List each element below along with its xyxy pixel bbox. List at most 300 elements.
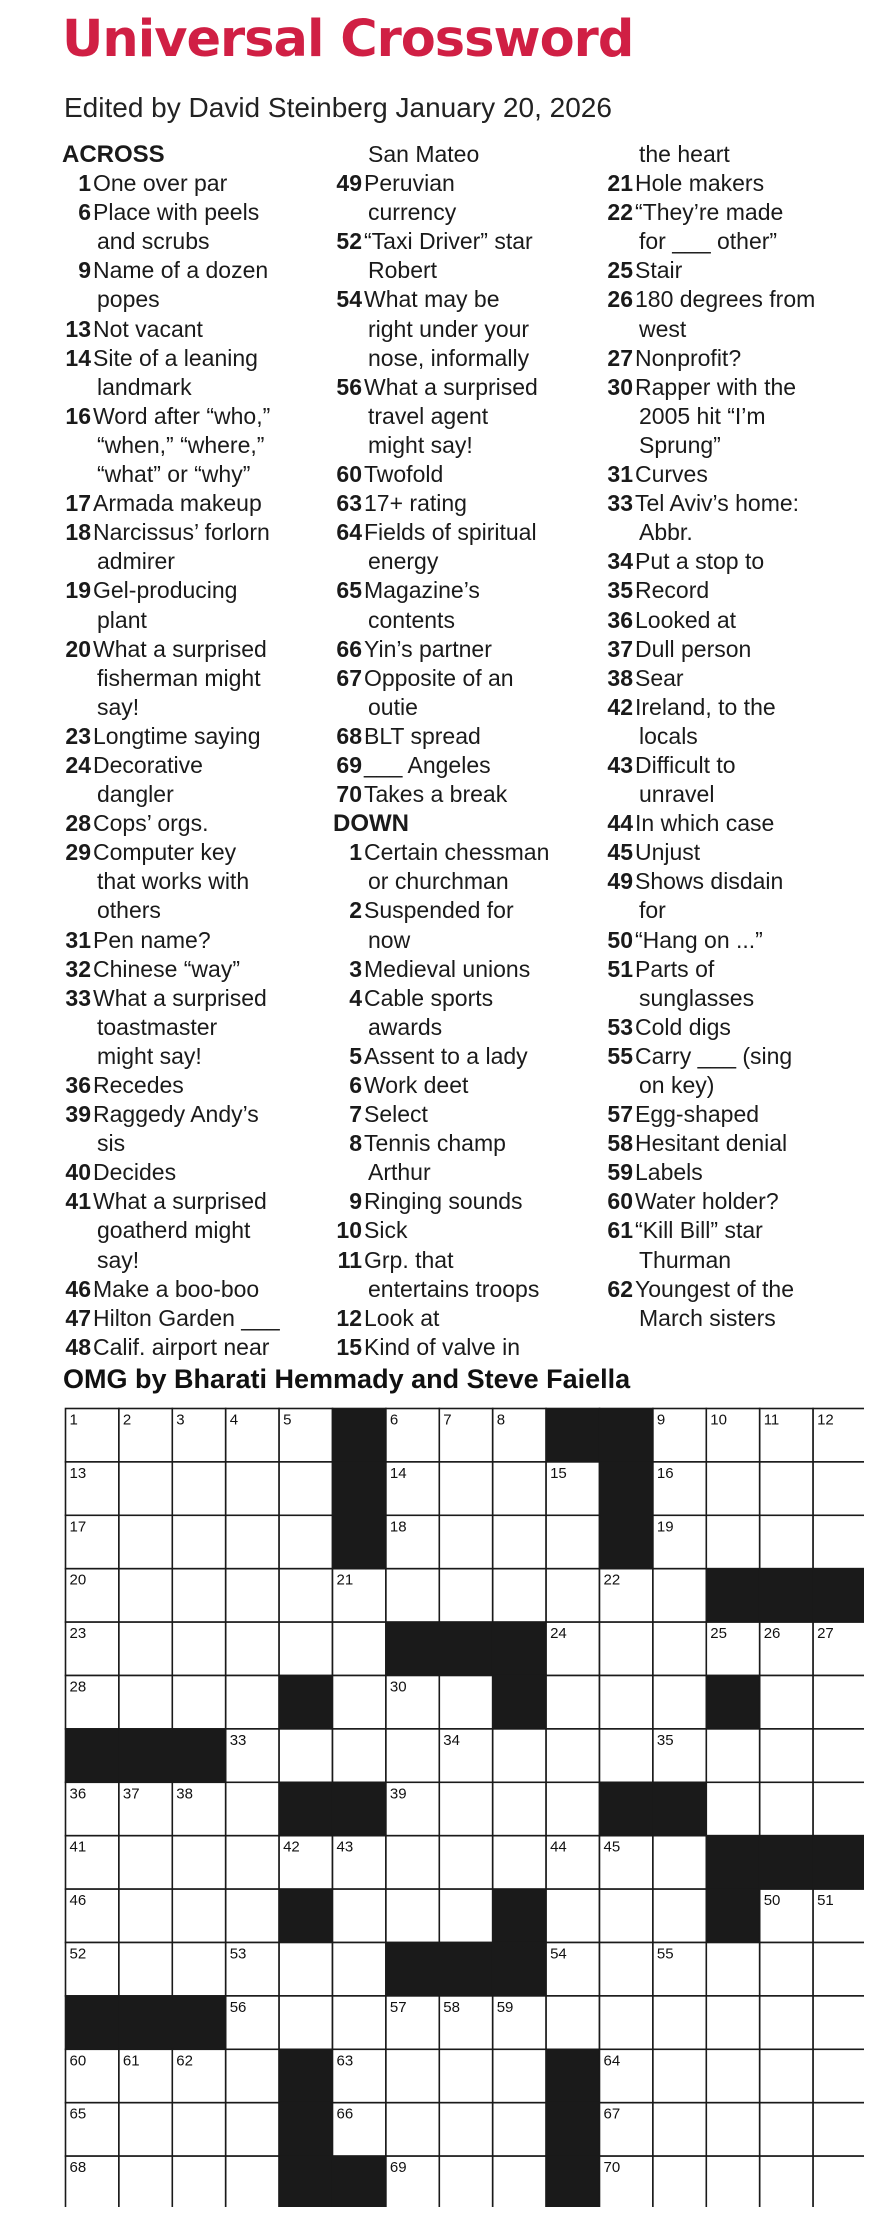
clue-continuation: popes bbox=[97, 286, 160, 313]
cell-number: 28 bbox=[69, 1678, 87, 1696]
block-cell bbox=[600, 1515, 653, 1568]
clue-text: Parts of bbox=[635, 955, 715, 982]
clue-number: 50 bbox=[607, 926, 633, 953]
grid-cell[interactable] bbox=[439, 1836, 492, 1889]
grid-cell[interactable] bbox=[119, 1569, 172, 1622]
clue-text: Word after “who,” bbox=[93, 402, 271, 429]
grid-cell[interactable] bbox=[760, 1996, 813, 2049]
block-cell bbox=[706, 1836, 759, 1889]
clue-number: 63 bbox=[336, 490, 362, 517]
grid-cell[interactable] bbox=[546, 1729, 599, 1782]
puzzle-title: OMG by Bharati Hemmady and Steve Faiella bbox=[63, 1364, 631, 1394]
clue-text: Select bbox=[364, 1101, 428, 1128]
grid-cell[interactable] bbox=[386, 1569, 439, 1622]
clue bbox=[333, 1333, 588, 1362]
clue-text: Certain chessman bbox=[364, 839, 550, 866]
grid-cell[interactable] bbox=[333, 1622, 386, 1675]
clue-continuation: currency bbox=[368, 199, 457, 226]
clue-text: Calif. airport near bbox=[93, 1333, 270, 1360]
cell-number: 64 bbox=[603, 2052, 621, 2070]
clue-text: Stair bbox=[635, 257, 683, 284]
clue-number: 61 bbox=[607, 1217, 633, 1244]
clue bbox=[333, 1129, 588, 1158]
grid-cell[interactable] bbox=[600, 1729, 653, 1782]
cell-number: 7 bbox=[443, 1411, 452, 1429]
grid-cell[interactable] bbox=[493, 1569, 546, 1622]
clue-text: Carry ___ (sing bbox=[635, 1042, 793, 1069]
grid-cell[interactable] bbox=[653, 1569, 706, 1622]
cell-number: 11 bbox=[763, 1411, 780, 1429]
grid-cell[interactable] bbox=[119, 1515, 172, 1568]
grid-cell[interactable] bbox=[333, 1889, 386, 1942]
cell-number: 25 bbox=[710, 1625, 727, 1643]
clue bbox=[604, 344, 859, 373]
grid-cell[interactable] bbox=[706, 1515, 759, 1568]
clue-text: Gel-producing bbox=[93, 577, 238, 604]
clue-number: 17 bbox=[65, 490, 91, 517]
clue-continuation: plant bbox=[97, 606, 147, 633]
cell-number: 46 bbox=[69, 1892, 87, 1910]
cell-number: 42 bbox=[283, 1838, 300, 1856]
clue bbox=[333, 664, 588, 693]
clue-continuation: fisherman might bbox=[97, 664, 261, 691]
cell-number: 58 bbox=[443, 1998, 460, 2016]
cell-number: 51 bbox=[817, 1892, 834, 1910]
grid-cell[interactable] bbox=[653, 1622, 706, 1675]
grid-cell[interactable] bbox=[279, 1996, 332, 2049]
grid-cell[interactable] bbox=[386, 1836, 439, 1889]
cell-number: 66 bbox=[336, 2105, 354, 2123]
clue bbox=[604, 1275, 859, 1304]
clue bbox=[62, 1275, 317, 1304]
grid-cell[interactable] bbox=[172, 2103, 225, 2156]
grid-cell[interactable] bbox=[172, 1569, 225, 1622]
clue-number: 38 bbox=[607, 664, 633, 691]
clue bbox=[604, 1013, 859, 1042]
grid-cell[interactable] bbox=[493, 2049, 546, 2102]
grid-cell[interactable] bbox=[172, 1622, 225, 1675]
grid-cell[interactable] bbox=[279, 1462, 332, 1515]
clue-text: Nonprofit? bbox=[635, 344, 742, 371]
clue-continuation: or churchman bbox=[368, 868, 509, 895]
clue bbox=[604, 1216, 859, 1245]
grid-cell[interactable] bbox=[226, 1889, 279, 1942]
clue-continuation: say! bbox=[97, 1246, 140, 1273]
grid-cell[interactable] bbox=[386, 2103, 439, 2156]
grid-cell[interactable] bbox=[600, 1943, 653, 1996]
grid-cell[interactable] bbox=[279, 1569, 332, 1622]
clue-number: 32 bbox=[65, 955, 91, 982]
clue-number: 62 bbox=[607, 1275, 633, 1302]
grid-cell[interactable] bbox=[706, 1996, 759, 2049]
grid-cell[interactable] bbox=[226, 1782, 279, 1835]
grid-cell[interactable] bbox=[813, 1729, 864, 1782]
block-cell bbox=[386, 1943, 439, 1996]
block-cell bbox=[172, 1996, 225, 2049]
grid-cell[interactable] bbox=[653, 2103, 706, 2156]
clue-number: 64 bbox=[336, 519, 362, 546]
grid-cell[interactable] bbox=[600, 1676, 653, 1729]
grid-cell[interactable] bbox=[760, 2049, 813, 2102]
grid-cell[interactable] bbox=[439, 1515, 492, 1568]
grid-cell[interactable] bbox=[813, 1996, 864, 2049]
clue bbox=[62, 635, 317, 664]
grid-cell[interactable] bbox=[706, 2049, 759, 2102]
clue bbox=[604, 809, 859, 838]
grid-cell[interactable] bbox=[439, 1569, 492, 1622]
grid-cell[interactable] bbox=[546, 1889, 599, 1942]
block-cell bbox=[493, 1943, 546, 1996]
grid-cell[interactable] bbox=[439, 2103, 492, 2156]
cell-number: 36 bbox=[69, 1785, 87, 1803]
clue bbox=[62, 198, 317, 227]
clue-continuation: goatherd might bbox=[97, 1217, 251, 1244]
block-cell bbox=[493, 1676, 546, 1729]
clue-number: 8 bbox=[349, 1130, 362, 1157]
grid-cell[interactable] bbox=[813, 1462, 864, 1515]
clue-number: 55 bbox=[607, 1042, 633, 1069]
grid-cell[interactable] bbox=[119, 1676, 172, 1729]
grid-cell[interactable] bbox=[119, 1889, 172, 1942]
grid-cell[interactable] bbox=[226, 1622, 279, 1675]
cell-number: 50 bbox=[763, 1892, 781, 1910]
cell-number: 63 bbox=[336, 2052, 354, 2070]
grid-cell[interactable] bbox=[226, 1462, 279, 1515]
grid-cell[interactable] bbox=[226, 1569, 279, 1622]
grid-cell[interactable] bbox=[172, 1676, 225, 1729]
grid-cell[interactable] bbox=[172, 1462, 225, 1515]
grid-cell[interactable] bbox=[172, 1836, 225, 1889]
cell-number: 56 bbox=[229, 1998, 247, 2016]
grid-cell[interactable] bbox=[493, 2103, 546, 2156]
clue-number: 59 bbox=[607, 1159, 633, 1186]
grid-cell[interactable] bbox=[546, 1515, 599, 1568]
grid-cell[interactable] bbox=[546, 1569, 599, 1622]
grid-cell[interactable] bbox=[813, 1515, 864, 1568]
grid-cell[interactable] bbox=[813, 2156, 864, 2207]
grid-cell[interactable] bbox=[172, 1943, 225, 1996]
grid-cell[interactable] bbox=[439, 1462, 492, 1515]
block-cell bbox=[600, 1462, 653, 1515]
clue-text: Peruvian bbox=[364, 170, 455, 197]
grid-cell[interactable] bbox=[172, 1889, 225, 1942]
grid-cell[interactable] bbox=[172, 1515, 225, 1568]
clue bbox=[333, 984, 588, 1013]
block-cell bbox=[493, 1622, 546, 1675]
grid-cell[interactable] bbox=[706, 1729, 759, 1782]
grid-cell[interactable] bbox=[439, 1889, 492, 1942]
grid-cell[interactable] bbox=[279, 1729, 332, 1782]
clue-text: Cold digs bbox=[635, 1013, 731, 1040]
clue-number: 1 bbox=[349, 839, 362, 866]
clue-text: Raggedy Andy’s bbox=[93, 1101, 259, 1128]
cell-number: 14 bbox=[389, 1464, 407, 1482]
grid-cell[interactable] bbox=[493, 2156, 546, 2207]
grid-cell[interactable] bbox=[760, 2103, 813, 2156]
grid-cell[interactable] bbox=[760, 1515, 813, 1568]
grid-cell[interactable] bbox=[600, 1996, 653, 2049]
grid-cell[interactable] bbox=[119, 1836, 172, 1889]
clue-text: Assent to a lady bbox=[364, 1042, 528, 1069]
grid-cell[interactable] bbox=[226, 2049, 279, 2102]
grid-cell[interactable] bbox=[493, 1729, 546, 1782]
grid-cell[interactable] bbox=[226, 1676, 279, 1729]
clue bbox=[62, 489, 317, 518]
grid-cell[interactable] bbox=[653, 1889, 706, 1942]
grid-cell[interactable] bbox=[546, 1782, 599, 1835]
grid-cell[interactable] bbox=[119, 1462, 172, 1515]
block-cell bbox=[546, 2156, 599, 2207]
grid-cell[interactable] bbox=[760, 1462, 813, 1515]
clue-number: 40 bbox=[65, 1159, 91, 1186]
clue-number: 7 bbox=[349, 1101, 362, 1128]
clue bbox=[62, 1304, 317, 1333]
grid-cell[interactable] bbox=[439, 1782, 492, 1835]
clue-number: 27 bbox=[607, 344, 633, 371]
grid-cell[interactable] bbox=[706, 1943, 759, 1996]
cell-number: 2 bbox=[122, 1411, 132, 1429]
block-cell bbox=[546, 2103, 599, 2156]
clue-number: 41 bbox=[65, 1188, 91, 1215]
clue-text: Youngest of the bbox=[635, 1275, 795, 1302]
grid-cell[interactable] bbox=[333, 1729, 386, 1782]
clue-text: Curves bbox=[635, 461, 708, 488]
clue bbox=[62, 1100, 317, 1129]
grid-cell[interactable] bbox=[119, 1622, 172, 1675]
clue bbox=[604, 751, 859, 780]
grid-cell[interactable] bbox=[386, 2049, 439, 2102]
clue bbox=[62, 1187, 317, 1216]
clue-number: 9 bbox=[78, 257, 91, 284]
grid-cell[interactable] bbox=[493, 1515, 546, 1568]
clue-text: Water holder? bbox=[635, 1188, 779, 1215]
clue-continuation: might say! bbox=[368, 431, 473, 458]
grid-cell[interactable] bbox=[653, 1996, 706, 2049]
clue-text: Record bbox=[635, 577, 710, 604]
clue bbox=[604, 489, 859, 518]
clue-continuation: say! bbox=[97, 693, 140, 720]
grid-cell[interactable] bbox=[439, 2049, 492, 2102]
grid-cell[interactable] bbox=[813, 1943, 864, 1996]
grid-cell[interactable] bbox=[226, 2103, 279, 2156]
grid-cell[interactable] bbox=[386, 1729, 439, 1782]
clue-text: Looked at bbox=[635, 606, 737, 633]
clue bbox=[62, 955, 317, 984]
grid-cell[interactable] bbox=[813, 2049, 864, 2102]
clue-number: 60 bbox=[607, 1188, 633, 1215]
clue-text: “Hang on ...” bbox=[635, 926, 763, 953]
grid-cell[interactable] bbox=[119, 2156, 172, 2207]
block-cell bbox=[66, 1729, 119, 1782]
grid-cell[interactable] bbox=[760, 2156, 813, 2207]
grid-cell[interactable] bbox=[653, 2156, 706, 2207]
clue-continuation: for bbox=[639, 897, 666, 924]
clue-continuation: “what” or “why” bbox=[97, 461, 251, 488]
clue-number: 70 bbox=[336, 781, 362, 808]
cell-number: 39 bbox=[389, 1785, 407, 1803]
grid-cell[interactable] bbox=[279, 1515, 332, 1568]
clue-text: Opposite of an bbox=[364, 664, 514, 691]
clue-number: 19 bbox=[65, 577, 91, 604]
clue-number: 28 bbox=[65, 810, 91, 837]
clue-number: 10 bbox=[336, 1217, 362, 1244]
grid-cell[interactable] bbox=[493, 1462, 546, 1515]
clue-number: 49 bbox=[607, 868, 633, 895]
clue-continuation: that works with bbox=[97, 868, 250, 895]
clue bbox=[604, 693, 859, 722]
clue bbox=[333, 576, 588, 605]
grid-cell[interactable] bbox=[119, 1943, 172, 1996]
grid-cell[interactable] bbox=[706, 1462, 759, 1515]
cell-number: 20 bbox=[69, 1571, 87, 1589]
app-title: Universal Crossword bbox=[62, 10, 634, 69]
clue-number: 6 bbox=[349, 1072, 362, 1098]
grid-cell[interactable] bbox=[760, 1943, 813, 1996]
clue-number: 2 bbox=[349, 897, 362, 924]
clue-number: 47 bbox=[65, 1304, 91, 1331]
grid-cell[interactable] bbox=[172, 2156, 225, 2207]
cell-number: 62 bbox=[176, 2052, 193, 2070]
block-cell bbox=[706, 1569, 759, 1622]
clue bbox=[62, 344, 317, 373]
clue-number: 56 bbox=[336, 373, 362, 400]
clue-text: What a surprised bbox=[93, 1188, 267, 1215]
clue-number: 52 bbox=[336, 228, 362, 255]
clue bbox=[333, 955, 588, 984]
cell-number: 52 bbox=[69, 1945, 87, 1963]
clue bbox=[333, 1216, 588, 1245]
clue-text: Ireland, to the bbox=[635, 693, 776, 720]
grid-cell[interactable] bbox=[333, 1676, 386, 1729]
clue-continuation: travel agent bbox=[368, 402, 489, 429]
clue bbox=[604, 1158, 859, 1187]
clue-text: ___ Angeles bbox=[364, 751, 491, 778]
cell-number: 27 bbox=[817, 1625, 834, 1643]
grid-cell[interactable] bbox=[493, 1836, 546, 1889]
clue-continuation: Thurman bbox=[639, 1246, 732, 1273]
clue bbox=[62, 1071, 317, 1100]
clue-text: Egg-shaped bbox=[635, 1101, 760, 1128]
clue bbox=[62, 576, 317, 605]
grid-cell[interactable] bbox=[760, 1782, 813, 1835]
clue-text: Sick bbox=[364, 1217, 408, 1244]
byline: Edited by David Steinberg January 20, 2026 bbox=[64, 92, 612, 123]
grid-cell[interactable] bbox=[119, 2103, 172, 2156]
clue-continuation: dangler bbox=[97, 781, 174, 808]
clue bbox=[604, 838, 859, 867]
clue-number: 36 bbox=[65, 1072, 91, 1098]
grid-cell[interactable] bbox=[279, 1622, 332, 1675]
cell-number: 5 bbox=[283, 1411, 292, 1429]
cell-number: 59 bbox=[496, 1998, 514, 2016]
grid-cell[interactable] bbox=[546, 1996, 599, 2049]
clue-column-1 bbox=[62, 140, 317, 1362]
block-cell bbox=[439, 1943, 492, 1996]
block-cell bbox=[813, 1569, 864, 1622]
grid-cell[interactable] bbox=[813, 2103, 864, 2156]
cell-number: 22 bbox=[603, 1571, 621, 1589]
clue-text: Takes a break bbox=[364, 781, 508, 808]
clue-number: 26 bbox=[607, 286, 633, 313]
clue-continuation: unravel bbox=[639, 781, 715, 808]
clue-number: 22 bbox=[607, 199, 633, 226]
clue bbox=[604, 1129, 859, 1158]
clue-text: Name of a dozen bbox=[93, 257, 269, 284]
cell-number: 69 bbox=[389, 2159, 407, 2177]
block-cell bbox=[333, 1409, 386, 1462]
grid-cell[interactable] bbox=[333, 1996, 386, 2049]
grid-cell[interactable] bbox=[600, 1889, 653, 1942]
clue-continuation: now bbox=[368, 926, 411, 953]
section-heading: DOWN bbox=[333, 810, 409, 838]
clue-number: 33 bbox=[65, 984, 91, 1011]
grid-cell[interactable] bbox=[439, 1676, 492, 1729]
grid-cell[interactable] bbox=[813, 1676, 864, 1729]
cell-number: 44 bbox=[550, 1838, 567, 1856]
cell-number: 24 bbox=[550, 1625, 567, 1643]
grid-cell[interactable] bbox=[546, 1676, 599, 1729]
clue bbox=[333, 896, 588, 925]
clue-number: 57 bbox=[607, 1101, 633, 1128]
grid-cell[interactable] bbox=[386, 1889, 439, 1942]
clue-number: 69 bbox=[336, 751, 362, 778]
clue bbox=[333, 1100, 588, 1129]
grid-cell[interactable] bbox=[813, 1782, 864, 1835]
grid-cell[interactable] bbox=[760, 1676, 813, 1729]
clue-text: “Taxi Driver” star bbox=[364, 228, 533, 255]
clue-continuation: March sisters bbox=[639, 1304, 776, 1331]
grid-cell[interactable] bbox=[279, 1943, 332, 1996]
clue-number: 44 bbox=[607, 810, 633, 837]
cell-number: 54 bbox=[550, 1945, 567, 1963]
grid-cell[interactable] bbox=[226, 1515, 279, 1568]
clue-text: Cable sports bbox=[364, 984, 494, 1011]
grid-cell[interactable] bbox=[226, 2156, 279, 2207]
grid-cell[interactable] bbox=[600, 1622, 653, 1675]
grid-cell[interactable] bbox=[653, 1676, 706, 1729]
block-cell bbox=[279, 1889, 332, 1942]
grid-cell[interactable] bbox=[653, 2049, 706, 2102]
grid-cell[interactable] bbox=[760, 1729, 813, 1782]
clue-text: Ringing sounds bbox=[364, 1188, 523, 1215]
cell-number: 23 bbox=[69, 1625, 87, 1643]
clue-text: Not vacant bbox=[93, 315, 203, 342]
clue-continuation: for ___ other” bbox=[639, 228, 778, 255]
grid-cell[interactable] bbox=[706, 1782, 759, 1835]
clue-number: 66 bbox=[336, 635, 362, 662]
cell-number: 12 bbox=[817, 1411, 834, 1429]
block-cell bbox=[600, 1782, 653, 1835]
grid-cell[interactable] bbox=[706, 2103, 759, 2156]
cell-number: 16 bbox=[656, 1464, 674, 1482]
grid-cell[interactable] bbox=[439, 2156, 492, 2207]
grid-cell[interactable] bbox=[333, 1943, 386, 1996]
grid-cell[interactable] bbox=[493, 1782, 546, 1835]
grid-cell[interactable] bbox=[653, 1836, 706, 1889]
grid-cell[interactable] bbox=[706, 2156, 759, 2207]
clue-number: 5 bbox=[349, 1042, 362, 1069]
clue bbox=[604, 1100, 859, 1129]
clue-continuation: San Mateo bbox=[368, 141, 480, 167]
clue-text: Hole makers bbox=[635, 170, 765, 197]
grid-cell[interactable] bbox=[226, 1836, 279, 1889]
crossword-grid[interactable] bbox=[64, 1407, 864, 2207]
clue-text: Suspended for bbox=[364, 897, 514, 924]
block-cell bbox=[760, 1836, 813, 1889]
clue-continuation: contents bbox=[368, 606, 455, 633]
clue bbox=[62, 518, 317, 547]
cell-number: 3 bbox=[176, 1411, 185, 1429]
